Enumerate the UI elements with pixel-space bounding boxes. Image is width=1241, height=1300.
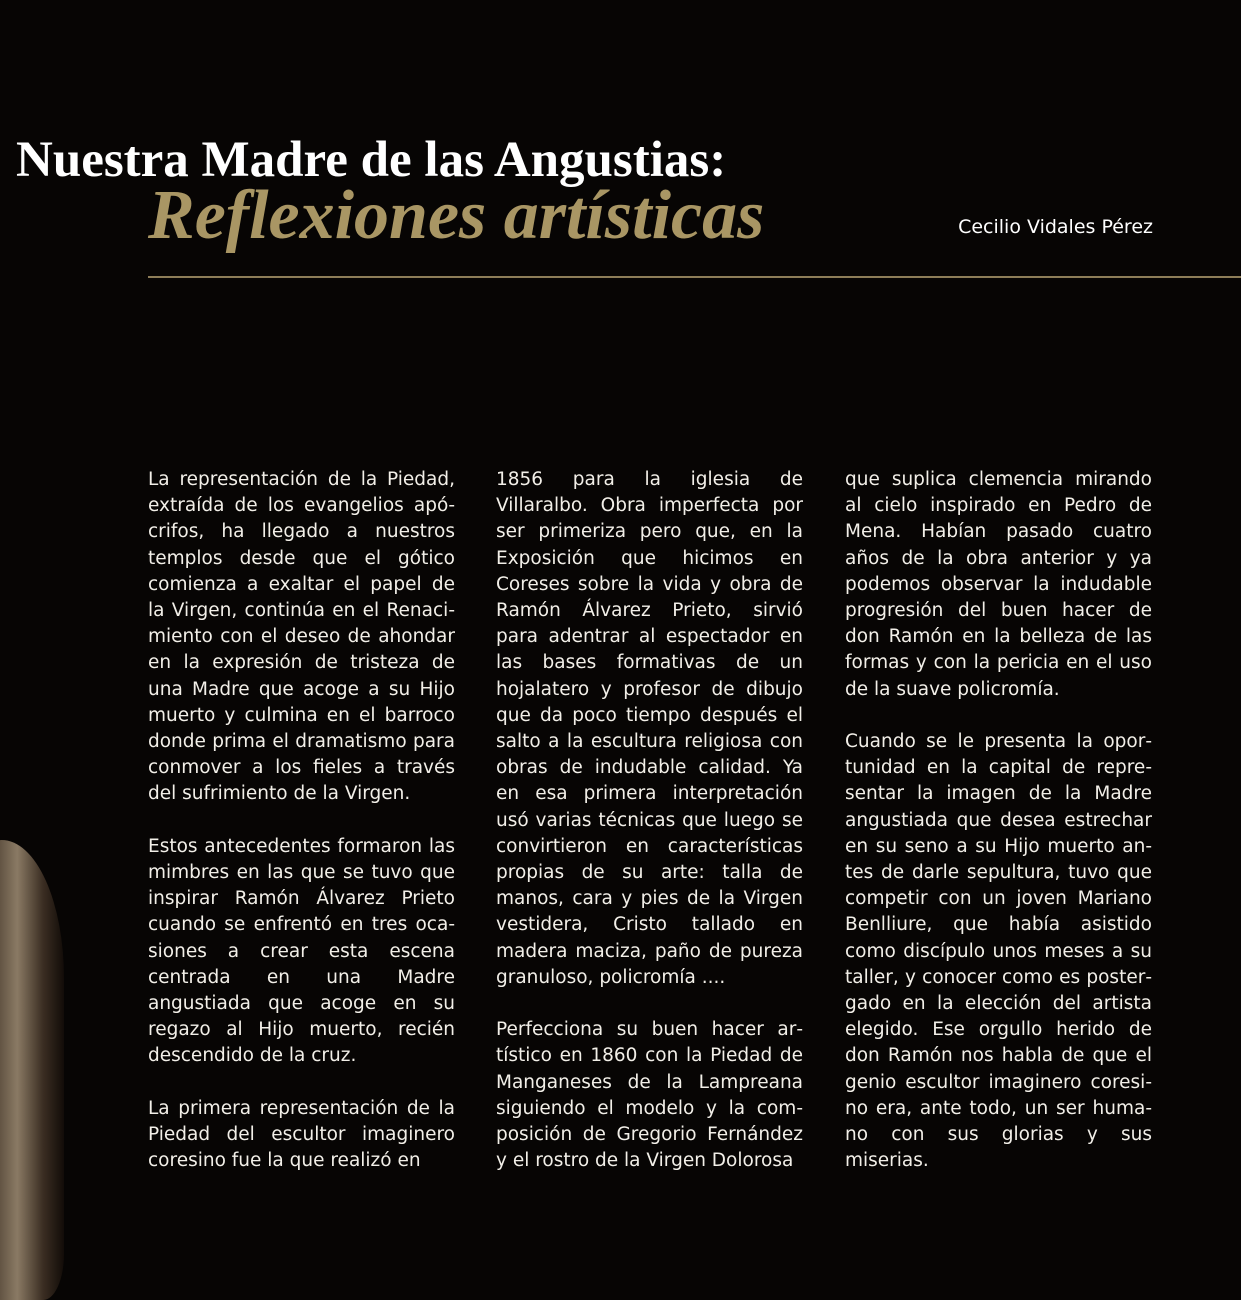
statue-photo-fragment [0, 840, 64, 1300]
paragraph: 1856 para la iglesia de Villaralbo. Obra imperfecta por ser primeriza pero que, en la Exposición que hicimos en Coreses sobre la vida y obra de Ramón Álvarez Prieto, sirvió para adentrar al espectador en las bases formativas de un hojalatero y profesor de dibujo que da poco tiempo después el salto a la escultura religiosa con obras de indudable calidad. Ya en esa primera interpretación usó varias técnicas que luego se convirtieron en características propias de su arte: talla de manos, cara y pies de la Virgen vestidera, Cristo tallado en madera maciza, paño de pureza granuloso, policromía .... [496, 469, 803, 988]
article-author: Cecilio Vidales Pérez [958, 216, 1153, 238]
paragraph: Estos antecedentes formaron las mimbres en las que se tuvo que inspirar Ramón Álvarez Prieto cuando se enfrentó en tres ocasiones a crear esta escena centrada en una Madre angustiada que acoge en su regazo al Hijo muerto, recién descendido de la cruz. [148, 835, 455, 1067]
paragraph: Cuando se le presenta la oportunidad en la capital de representar la imagen de la Madre angustiada que desea estrechar en su seno a su Hijo muerto antes de darle sepultura, tuvo que competir con un joven Mariano Benlliure, que había asistido como discípulo unos meses a su taller, y conocer como es postergado en la elección del artista elegido. Ese orgullo herido de don Ramón nos habla de que el genio escultor imaginero coresino era, ante todo, un ser humano con sus glorias y sus miserias. [845, 731, 1152, 1172]
article-subtitle: Reflexiones artísticas [148, 177, 765, 254]
paragraph: La primera representación de la Piedad del escultor imaginero coresino fue la que realizó en [148, 1097, 455, 1172]
text-column-2 [496, 467, 803, 1174]
article-title: Nuestra Madre de las Angustias: [16, 132, 727, 188]
paragraph: Perfecciona su buen hacer artístico en 1860 con la Piedad de Manganeses de la Lampreana siguiendo el modelo y la composición de Gregorio Fernández y el rostro de la Virgen Dolorosa [496, 1019, 803, 1172]
paragraph: La representación de la Piedad, extraída de los evangelios apócrifos, ha llegado a nuestros templos desde que el gótico comienza a exaltar el papel de la Virgen, continúa en el Renacimiento con el deseo de ahondar en la expresión de tristeza de una Madre que acoge a su Hijo muerto y culmina en el barroco donde prima el dramatismo para conmover a los fieles a través del sufrimiento de la Virgen. [148, 469, 455, 805]
paragraph: que suplica clemencia mirando al cielo inspirado en Pedro de Mena. Habían pasado cuatro años de la obra anterior y ya podemos observar la indudable progresión del buen hacer de don Ramón en la belleza de las formas y con la pericia en el uso de la suave policromía. [845, 469, 1152, 700]
text-column-3 [845, 467, 1152, 1174]
title-divider [148, 276, 1241, 278]
text-column-1 [148, 467, 455, 1174]
